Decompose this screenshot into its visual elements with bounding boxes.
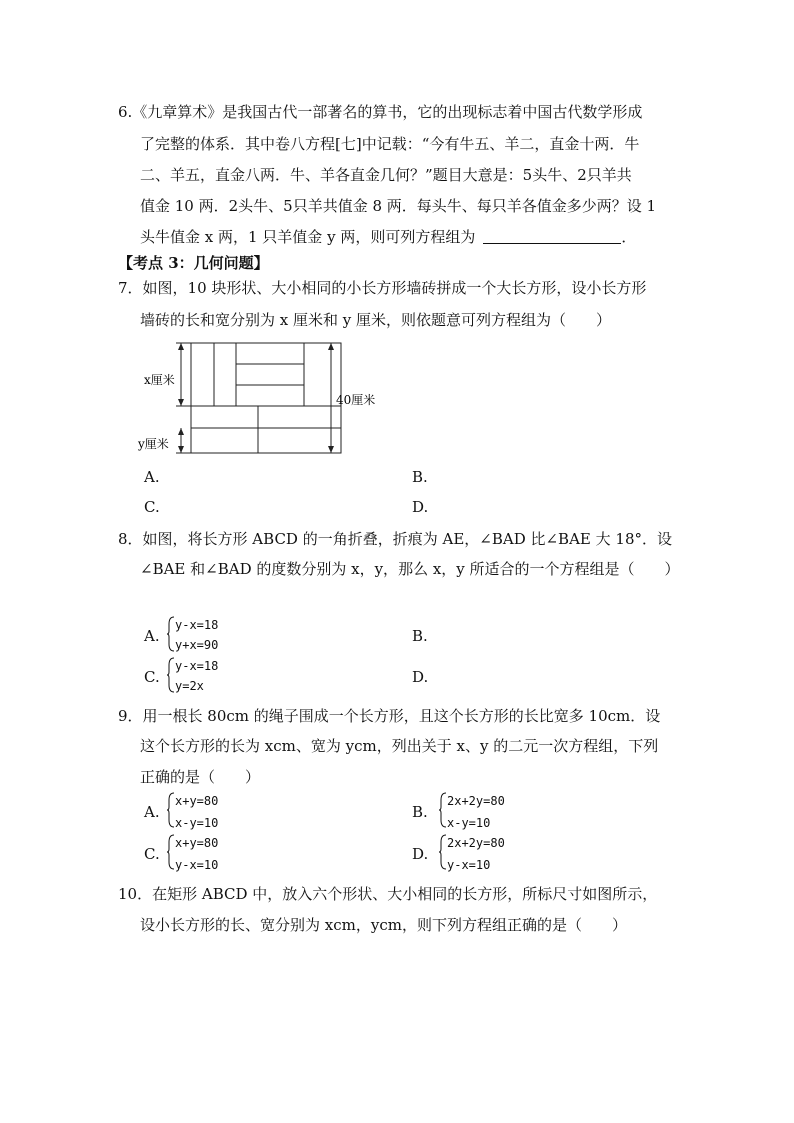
section-header-geometry: 【考点 3：几何问题】: [118, 254, 269, 272]
q8-option-c-label[interactable]: C.: [144, 668, 160, 686]
brace-icon: [438, 834, 447, 870]
q9-option-b-label[interactable]: B.: [412, 803, 428, 821]
q8-line-1: 8．如图，将长方形 ABCD 的一角折叠，折痕为 AE，∠BAD 比∠BAE 大 18°．设: [118, 530, 672, 548]
q9-d-eq2: y-x=10: [447, 858, 491, 872]
q6-answer-blank[interactable]: [483, 227, 621, 244]
q8-option-b-label[interactable]: B.: [412, 627, 428, 645]
brace-icon: [438, 792, 447, 828]
q9-a-eq2: x-y=10: [175, 816, 219, 830]
brace-icon: [166, 616, 175, 652]
q6-last-text: 头牛值金 x 两，1 只羊值金 y 两，则可列方程组为: [140, 228, 476, 246]
q9-a-eq1: x+y=80: [175, 794, 219, 808]
q9-d-eq1: 2x+2y=80: [447, 836, 505, 850]
q9-line-1: 9．用一根长 80cm 的绳子围成一个长方形，且这个长方形的长比宽多 10cm．设: [118, 707, 661, 725]
q7-option-a[interactable]: A.: [144, 468, 160, 486]
q10-line-1: 10．在矩形 ABCD 中，放入六个形状、大小相同的长方形，所标尺寸如图所示，: [118, 885, 658, 903]
q7-option-b[interactable]: B.: [412, 468, 428, 486]
q10-line-2: 设小长方形的长、宽分别为 xcm，ycm，则下列方程组正确的是（ ）: [140, 916, 627, 934]
brace-icon: [166, 834, 175, 870]
label-y-cm: y厘米: [138, 437, 169, 451]
q6-line-5: [140, 227, 636, 247]
q6-line-4: 值金 10 两．2头牛、5只羊共值金 8 两．每头牛、每只羊各值金多少两？设 1: [140, 197, 657, 215]
q6-end-mark: ．: [621, 228, 637, 246]
q8-c-eq1: y-x=18: [175, 659, 219, 673]
q9-option-d-label[interactable]: D.: [412, 845, 429, 863]
q7-brick-figure: [136, 338, 376, 458]
q8-line-2: ∠BAE 和∠BAD 的度数分别为 x，y，那么 x，y 所适合的一个方程组是（ ）: [140, 560, 680, 578]
q9-c-eq1: x+y=80: [175, 836, 219, 850]
q9-b-eq2: x-y=10: [447, 816, 491, 830]
q7-option-d[interactable]: D.: [412, 498, 429, 516]
brace-icon: [166, 792, 175, 828]
q9-line-3: 正确的是（ ）: [140, 768, 261, 786]
q8-a-eq2: y+x=90: [175, 638, 219, 652]
label-40-cm: 40厘米: [336, 393, 376, 407]
q6-line-1: 6.《九章算术》是我国古代一部著名的算书，它的出现标志着中国古代数学形成: [118, 103, 643, 121]
q9-option-c-label[interactable]: C.: [144, 845, 160, 863]
q7-line-2: 墙砖的长和宽分别为 x 厘米和 y 厘米，则依题意可列方程组为（ ）: [140, 311, 612, 329]
q8-a-eq1: y-x=18: [175, 618, 219, 632]
q7-line-1: 7．如图，10 块形状、大小相同的小长方形墙砖拼成一个大长方形，设小长方形: [118, 279, 647, 297]
q6-line-2: 了完整的体系．其中卷八方程[七]中记载：“今有牛五、羊二，直金十两．牛: [140, 135, 640, 153]
q9-b-eq1: 2x+2y=80: [447, 794, 505, 808]
label-x-cm: x厘米: [144, 373, 175, 387]
q6-line-3: 二、羊五，直金八两．牛、羊各直金几何？”题目大意是：5头牛、2只羊共: [140, 166, 632, 184]
q7-option-c[interactable]: C.: [144, 498, 160, 516]
q8-option-a-label[interactable]: A.: [144, 627, 160, 645]
q8-option-d-label[interactable]: D.: [412, 668, 429, 686]
q8-c-eq2: y=2x: [175, 679, 204, 693]
q9-option-a-label[interactable]: A.: [144, 803, 160, 821]
brace-icon: [166, 657, 175, 693]
q9-line-2: 这个长方形的长为 xcm、宽为 ycm，列出关于 x、y 的二元一次方程组，下列: [140, 737, 659, 755]
q9-c-eq2: y-x=10: [175, 858, 219, 872]
